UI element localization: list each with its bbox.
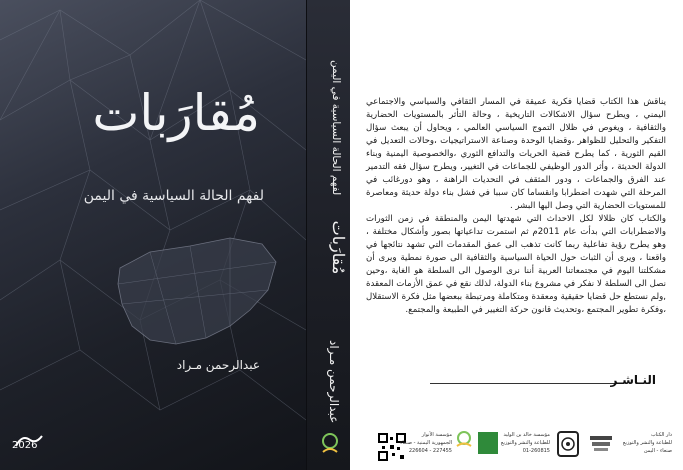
blurb-paragraph: يناقش هذا الكتاب قضايا فكرية عميقة في المسار الثقافي والسياسي والاجتماعي اليمني ، ويطرح سؤال الاشكالات التاريخية ، وحالة التأثر بالمستويات الحضارية والثقافية ، ويغوص في ظلال التموج السياسي العالمي ، ويحاول أن يبعث سؤال التفكير والتحليل للظواهر ،وقضايا الوحدة وصناعة الاستراتيجيات ،وحالات التعديل في القيم الثورية ، كما يطرح قضية الحريات والتدافع الثوري ،والخصوصية اليمنية وبناء الدولة الحديثة ، وأثر الدور الوظيفي للجماعات في التغيير، ويطرح سؤال فقه التدمير عند الفرق والجماعات ، ودور المثقف في التحديات الراهنة ، وهو دورغائب في المرحلة التي شهدت اضطرابا وانقساما كان سببا في فشل بناء دولة حديثة ومعاصرة للمستويات الحضارية التي وصل اليها البشر . — [366, 97, 666, 211]
footer-logo-1-name: مؤسسة الأنوار — [421, 432, 452, 438]
front-subtitle: لفهم الحالة السياسية في اليمن — [83, 188, 264, 204]
footer-logo-2-name: مؤسسة خالد بن الوليد — [503, 432, 550, 438]
footer-logo-3 — [556, 430, 582, 464]
anwar-logo-icon — [454, 430, 474, 450]
publisher-label: النـاشـر — [610, 373, 656, 387]
spine-text-group — [313, 60, 348, 350]
back-cover — [350, 0, 683, 470]
footer-logo-4-name: دار الكتاب — [650, 432, 672, 438]
spine-title: مُقارَبات — [329, 220, 348, 275]
footer-logo-1-line2: 227455 - 226604 — [408, 448, 452, 454]
footer-logo-2 — [478, 430, 550, 464]
green-badge-icon — [478, 432, 498, 454]
book-stack-logo-icon — [588, 432, 614, 452]
footer-logo-1 — [399, 430, 474, 464]
front-cover — [0, 0, 306, 470]
footer-logos — [378, 430, 672, 464]
front-author: عبدالرحمن مـراد — [176, 358, 260, 372]
blurb-paragraph: والكتاب كان ظلالا لكل الاحداث التي شهدتها اليمن والمنطقة في زمن الثورات والاضطرابات التي بدأت عام 2011م ثم استمرت تداعياتها بصور وأشكال مختلفة ، وهو يطرح رؤية تفاعلية ربما كانت تذهب الى عمق المقدمات التي تشهد نتائجها في واقعنا ، ويرى أن الثبات حول الحياة السياسية والثقافية الى صورة نمطية ويرى أن مشكلتنا اليوم في مجتمعاتنا العربية أننا نرى الوصول الى السلطة هو الغاية ،وحين نصل الى السلطة لا نفكر في مشروع بناء الدولة، لذلك نقع في عمق الأزمات المعقدة ,ولم نستطع حل قضايا حقيقية ومعقدة ومتكاملة ومرتبطة ببعضها مثل فكرة الاستقلال ،وفكرة تطوير المجتمع ،وتحديث قانون حركة التغيير في الطبيعة والمجتمع. — [366, 214, 666, 315]
footer-logo-1-line1: الجمهورية اليمنية - صنعاء — [399, 440, 452, 446]
ornate-seal-icon — [556, 430, 580, 458]
yemen-map-silhouette — [118, 238, 276, 344]
book-spine — [306, 0, 352, 470]
spine-author: عبدالرحمن مـراد — [327, 340, 341, 424]
front-year: 2026 — [12, 440, 38, 451]
front-title: مُقارَبات — [92, 84, 260, 142]
footer-logo-4 — [588, 430, 672, 464]
spine-subtitle: لفهم الحالة السياسية في اليمن — [330, 60, 342, 196]
spine-publisher-logo-icon — [319, 432, 341, 458]
back-blurb — [366, 96, 666, 317]
footer-logo-2-line2: 01-260815 — [522, 448, 550, 454]
publisher-signature — [430, 373, 656, 393]
footer-logo-4-line1: للطباعة والنشر والتوزيع — [622, 440, 672, 446]
signature-line — [430, 383, 620, 384]
polygon-background — [0, 0, 306, 470]
footer-logo-4-line2: صنعاء - اليمن — [643, 448, 672, 454]
footer-logo-2-line1: للطباعة والنشر والتوزيع — [500, 440, 550, 446]
spine-text — [329, 60, 348, 274]
qr-code-icon — [378, 433, 406, 461]
